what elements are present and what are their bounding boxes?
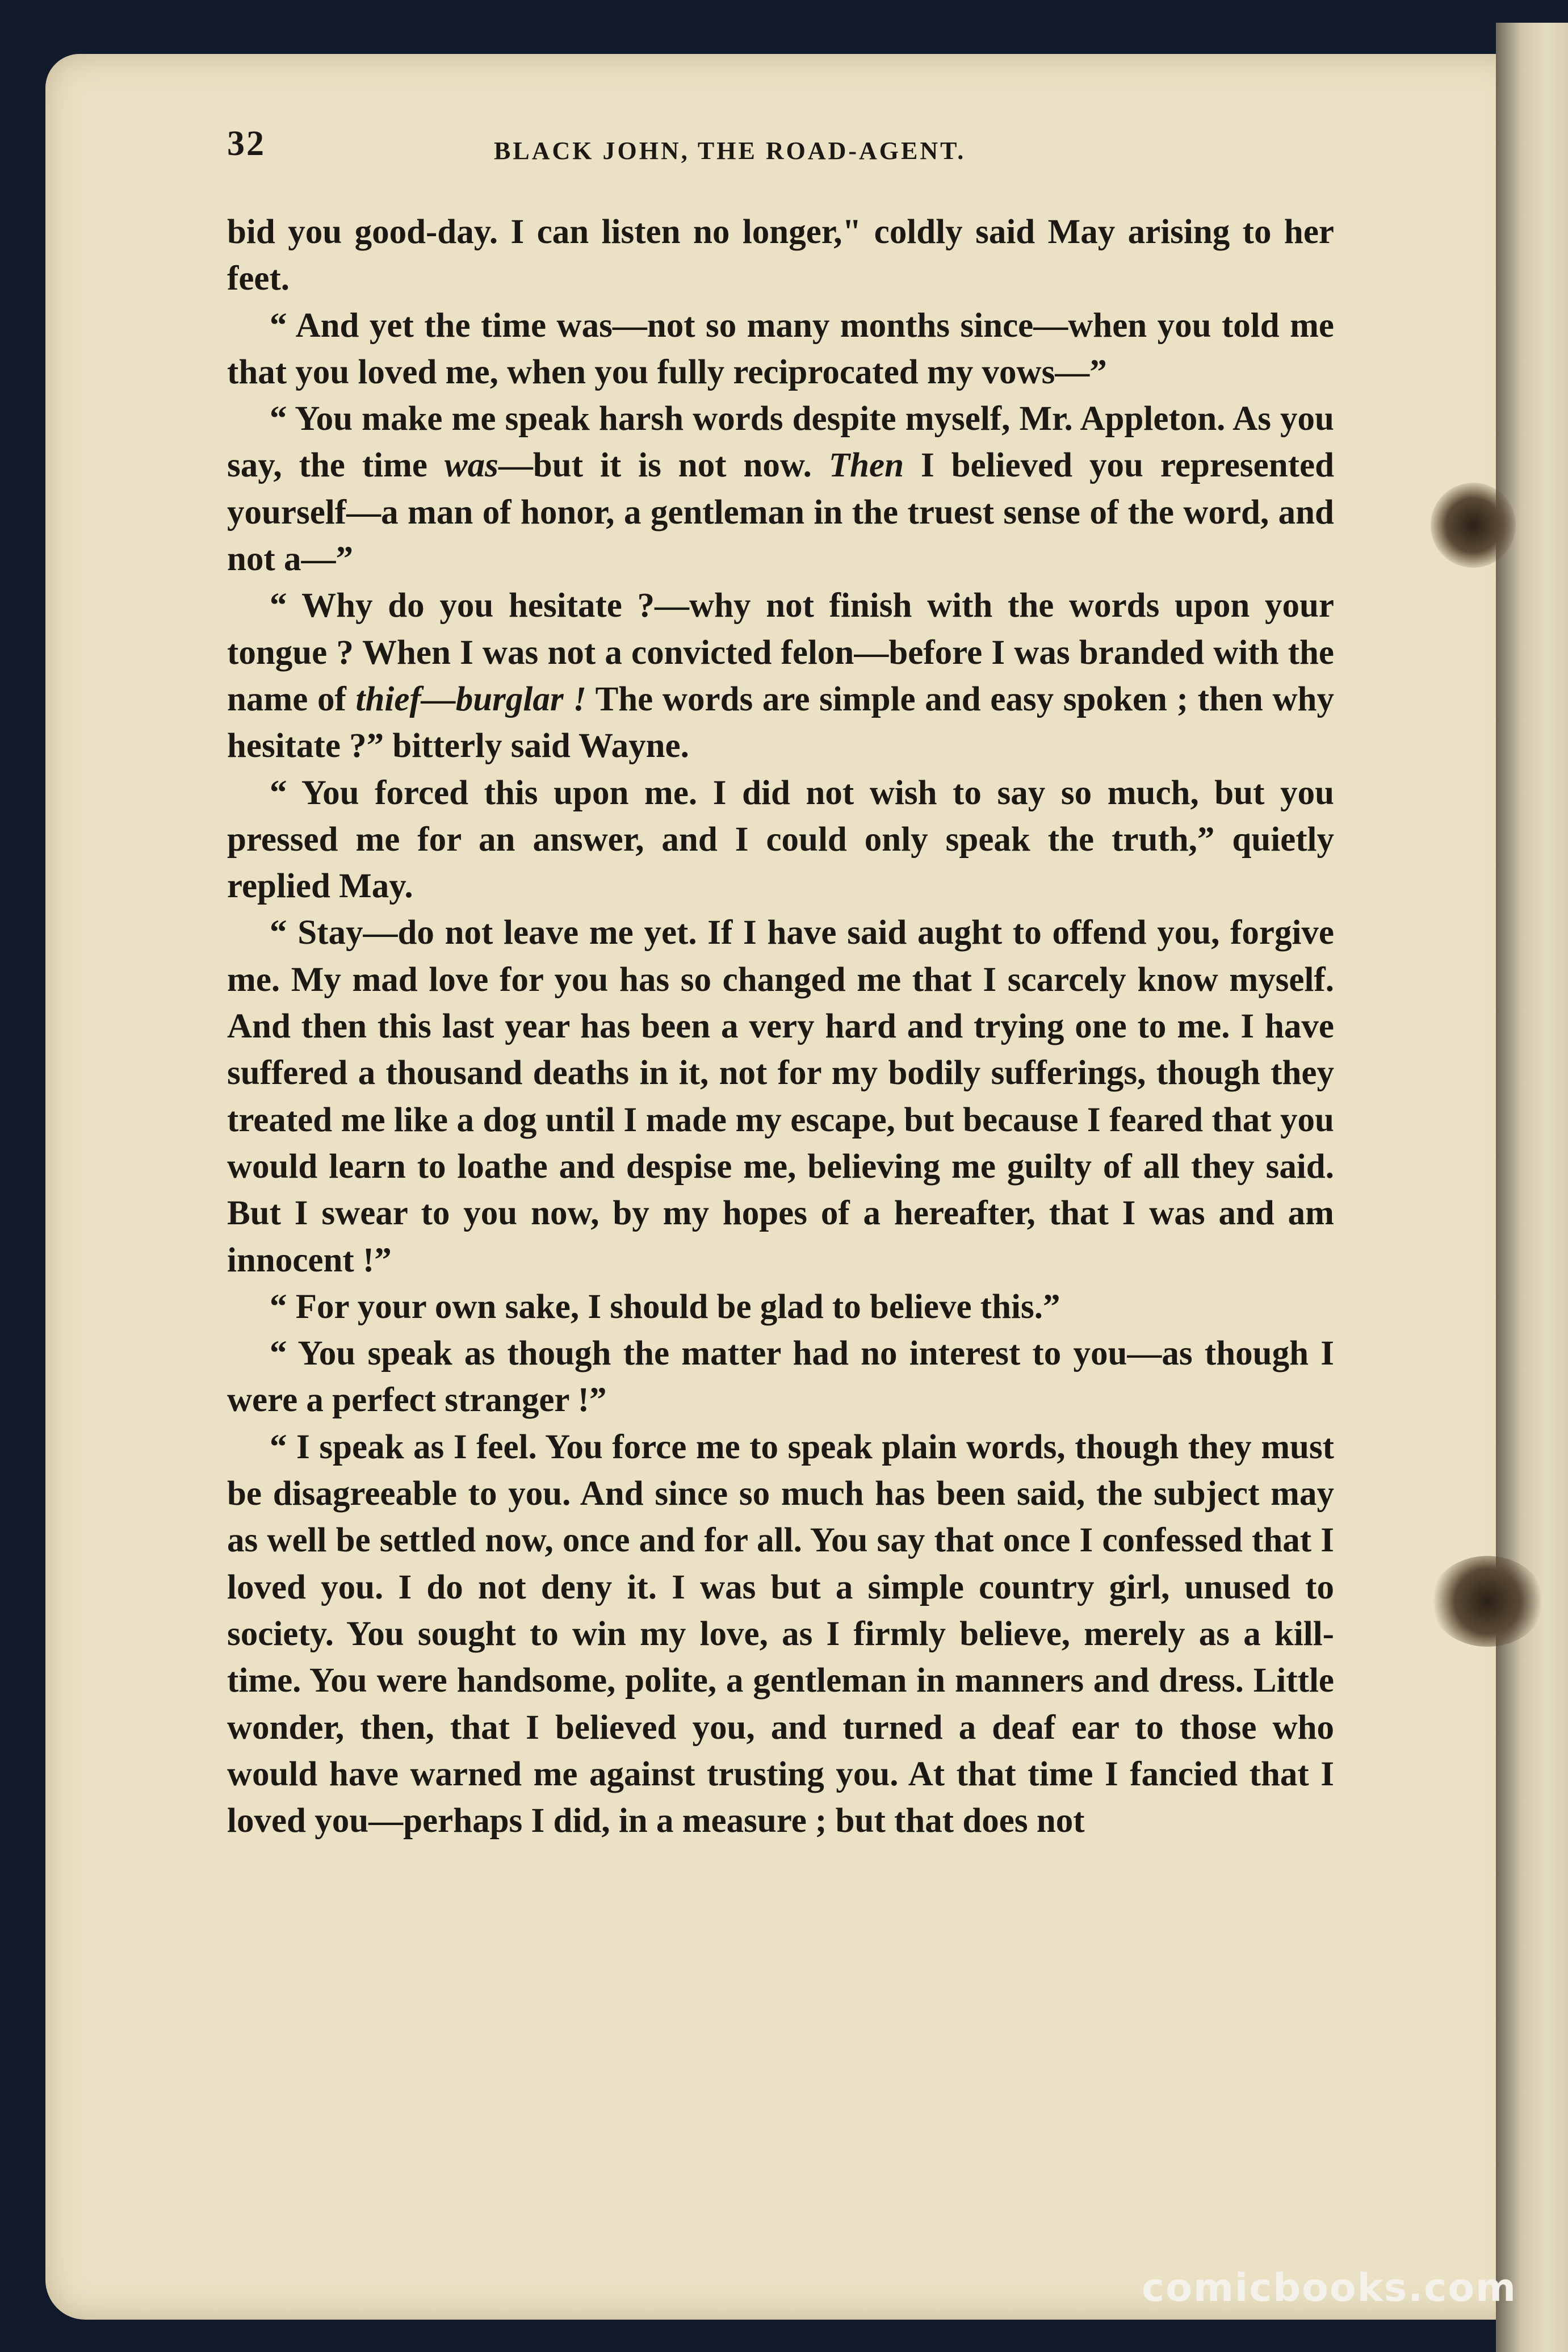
watermark: comicbooks.com	[1141, 2266, 1517, 2311]
text-run: I believed you represented yourself—a man of honor, a gentleman in the truest sense of the word, and not a—”	[227, 446, 1334, 579]
italic-run: Then	[828, 446, 904, 485]
paragraph: “ You forced this upon me. I did not wish to say so much, but you pressed me for an answer, and I could only speak the truth,” quietly replied May.	[227, 773, 1334, 906]
paragraph	[227, 396, 1334, 583]
page-text	[227, 124, 1334, 1844]
paragraph: “ I speak as I feel. You force me to speak plain words, though they must be disagreeable to you. And since so much has been said, the subject may as well be settled now, once and for all. You say that once I confessed that I loved you. I do not deny it. I was but a simple country girl, unused to society. You sought to win my love, as I firmly believe, merely as a kill-time. You were handsome, polite, a gentleman in manners and dress. Little wonder, then, that I believed you, and turned a deaf ear to those who would have warned me against trusting you. At that time I fancied that I loved you—perhaps I did, in a measure ; but that does not	[227, 1428, 1334, 1840]
text-run: —but it is not now.	[498, 446, 829, 485]
paragraph: “ You speak as though the matter had no interest to you—as though I were a perfect stranger !”	[227, 1334, 1334, 1420]
text-run: “ Why do you hesitate ?—why not finish with the words upon your tongue ? When I was not a convicted felon—before I was branded with the name of	[227, 587, 1334, 718]
text-run: The words are simple and easy spoken ; then why hesitate ?” bitterly said Wayne.	[227, 680, 1334, 765]
text-run: “ You make me speak harsh words despite myself, Mr. Appleton. As you say, the time	[227, 400, 1334, 485]
book-gutter	[1496, 23, 1568, 2352]
running-head	[227, 124, 1334, 175]
binding-hole	[1431, 483, 1516, 568]
paragraph: “ For your own sake, I should be glad to believe this.”	[270, 1287, 1060, 1326]
running-head-title: BLACK JOHN, THE ROAD-AGENT.	[494, 137, 966, 165]
paragraph: “ And yet the time was—not so many months since—when you told me that you loved me, when you fully reciprocated my vows—”	[227, 306, 1334, 391]
paragraph: “ Stay—do not leave me yet. If I have said aught to offend you, forgive me. My mad love for you has so changed me that I scarcely know myself. And then this last year has been a very hard and trying one to me. I have suffered a thousand deaths in it, not for my bodily sufferings, though they treated me like a dog until I made my escape, but because I feared that you would learn to loathe and despise me, believing me guilty of all they said. But I swear to you now, by my hopes of a hereafter, that I was and am innocent !”	[227, 914, 1334, 1279]
paragraph	[227, 583, 1334, 769]
italic-run: was	[444, 446, 498, 485]
binding-hole	[1431, 1556, 1544, 1647]
italic-run: thief—burglar !	[355, 680, 586, 718]
body-text	[227, 209, 1334, 1844]
paragraph: bid you good-day. I can listen no longer," coldly said May arising to her feet.	[227, 213, 1334, 298]
page-number: 32	[227, 124, 266, 163]
